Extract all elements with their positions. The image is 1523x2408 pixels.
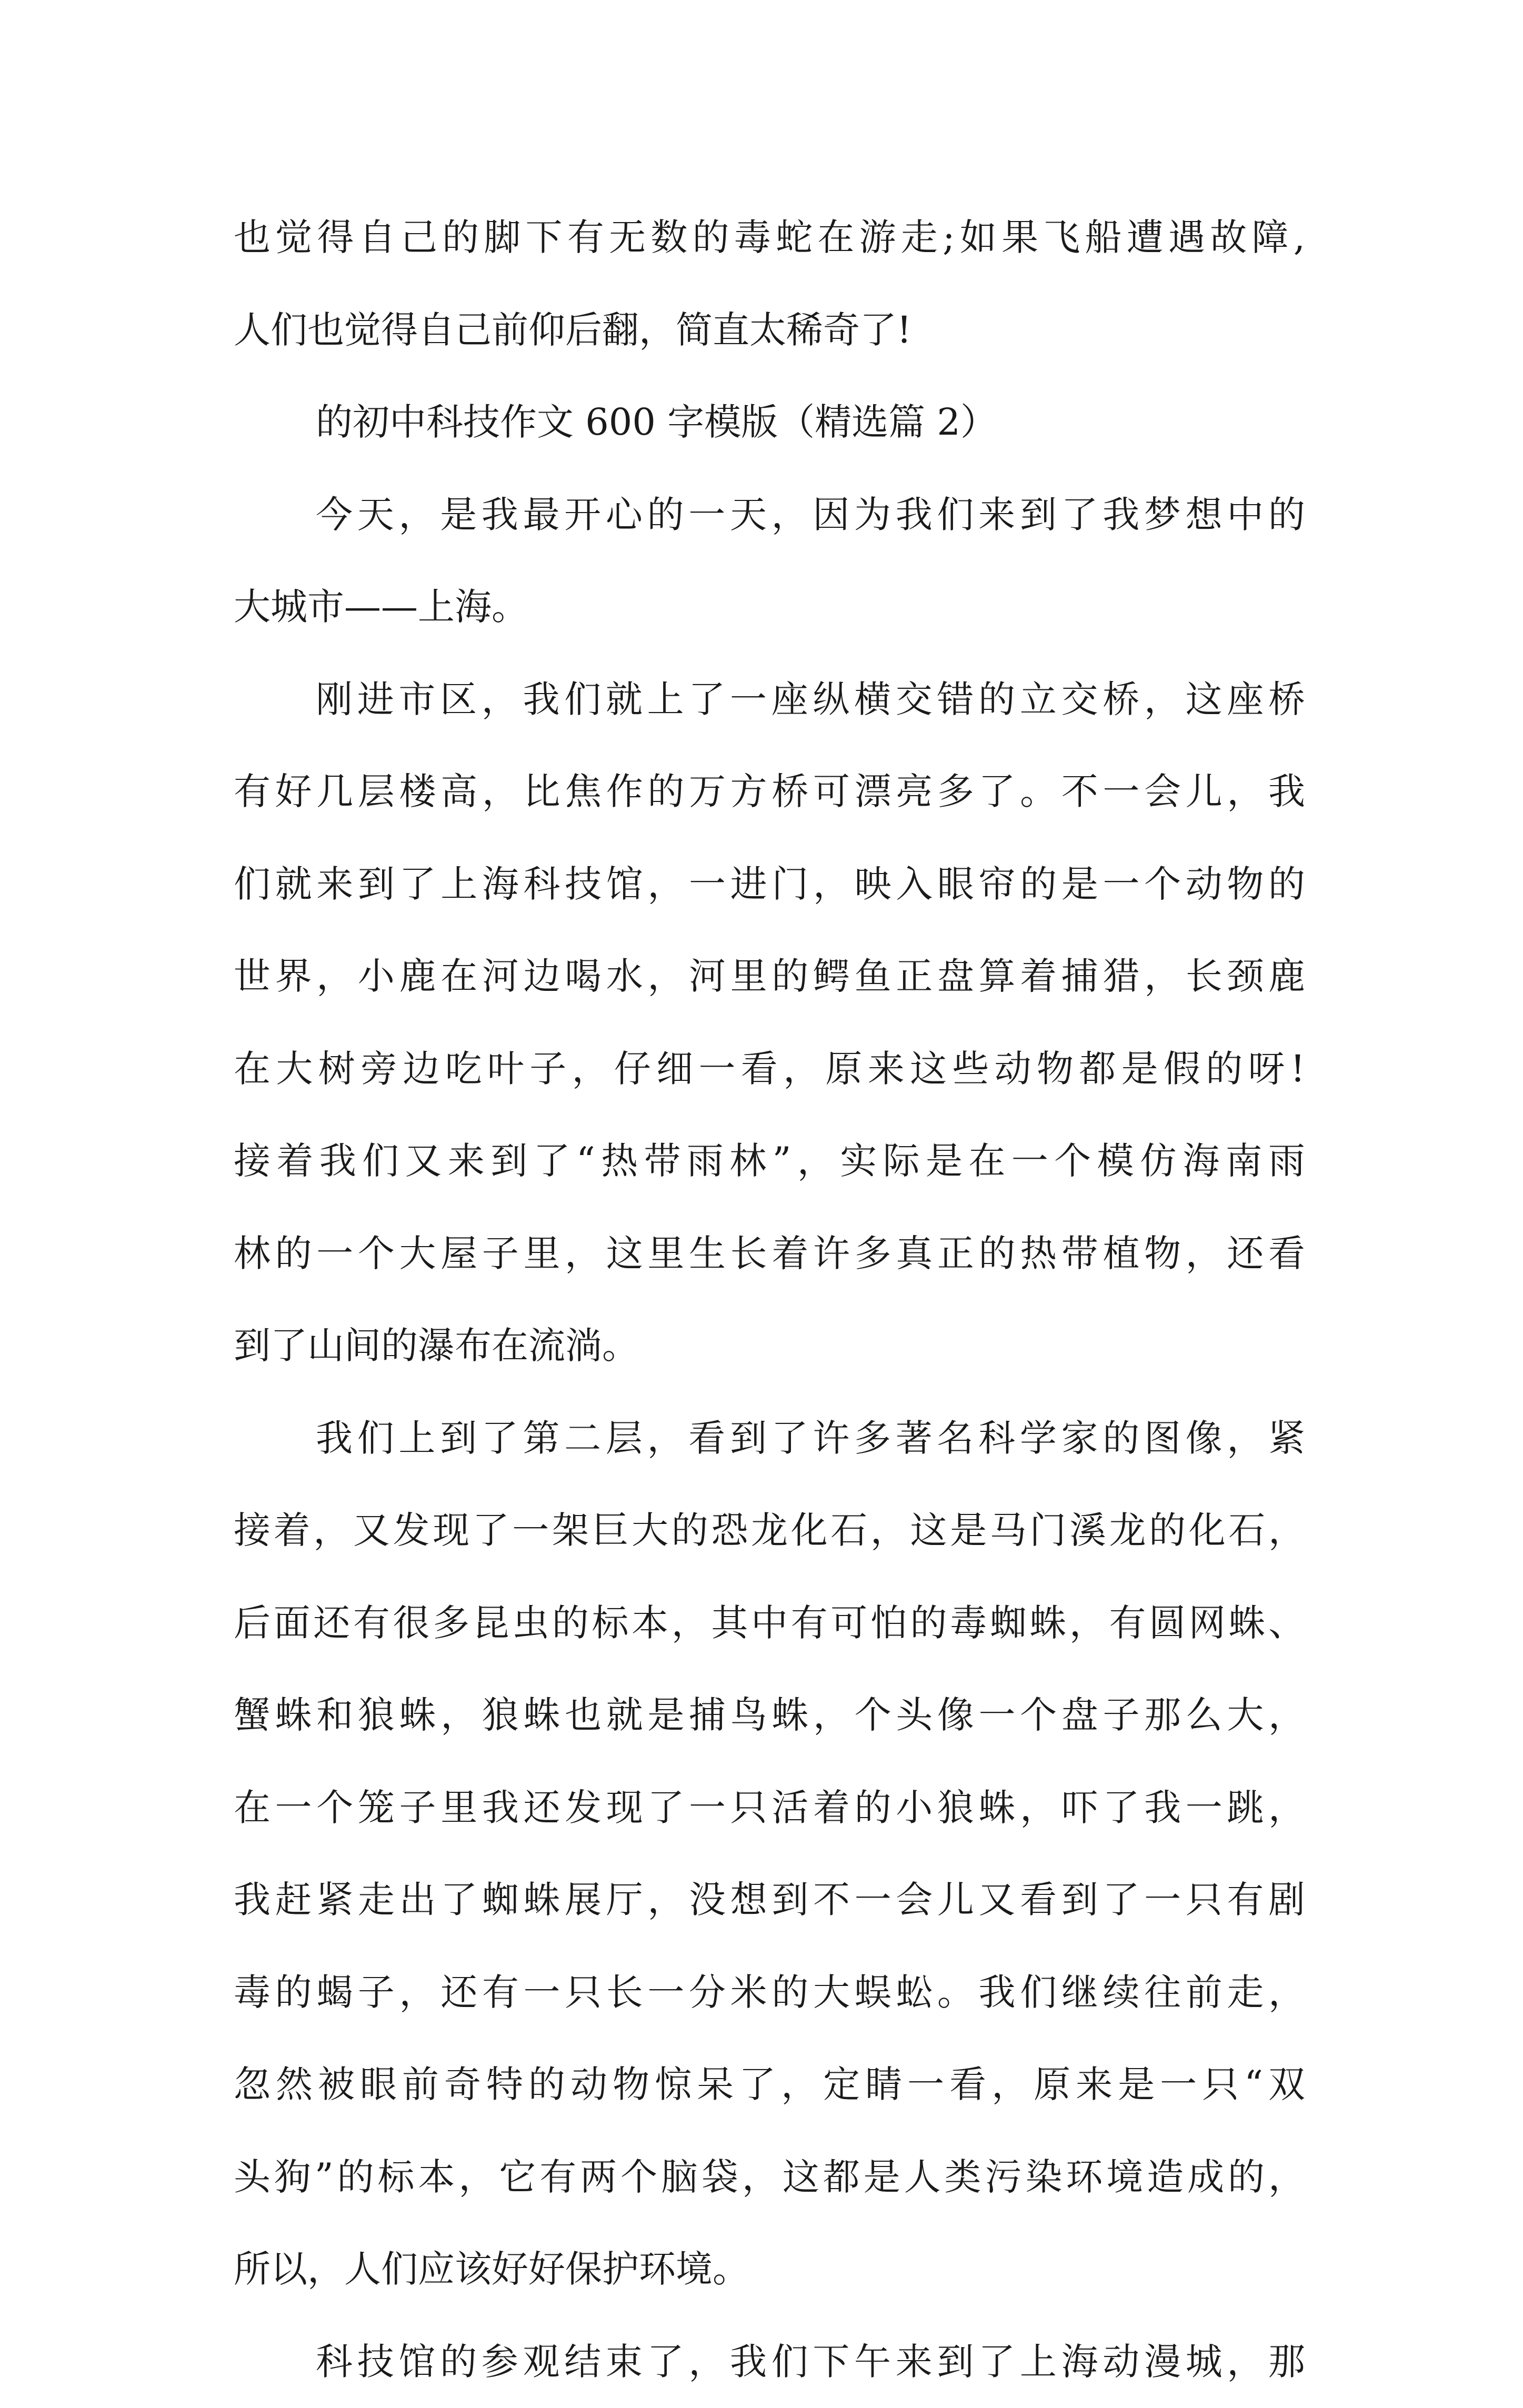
text-line: 蟹蛛和狼蛛，狼蛛也就是捕鸟蛛，个头像一个盘子那么大， bbox=[234, 1669, 1305, 1762]
text-line: 到了山间的瀑布在流淌。 bbox=[234, 1300, 1305, 1392]
text-line: 我赶紧走出了蜘蛛展厅，没想到不一会儿又看到了一只有剧 bbox=[234, 1854, 1305, 1947]
text-line: 们就来到了上海科技馆，一进门，映入眼帘的是一个动物的 bbox=[234, 838, 1305, 931]
text-line: 在一个笼子里我还发现了一只活着的小狼蛛，吓了我一跳， bbox=[234, 1762, 1305, 1854]
text-line: 头狗”的标本，它有两个脑袋，这都是人类污染环境造成的， bbox=[234, 2131, 1305, 2224]
text-line: 大城市——上海。 bbox=[234, 561, 1305, 654]
text-line: 后面还有很多昆虫的标本，其中有可怕的毒蜘蛛，有圆网蛛、 bbox=[234, 1577, 1305, 1670]
text-line: 人们也觉得自己前仰后翻，简直太稀奇了! bbox=[234, 284, 1305, 377]
text-line: 忽然被眼前奇特的动物惊呆了，定睛一看，原来是一只“双 bbox=[234, 2039, 1305, 2131]
text-line: 也觉得自己的脚下有无数的毒蛇在游走;如果飞船遭遇故障, bbox=[234, 192, 1305, 284]
text-line: 科技馆的参观结束了，我们下午来到了上海动漫城，那 bbox=[234, 2316, 1305, 2408]
section-heading: 的初中科技作文 600 字模版（精选篇 2） bbox=[234, 376, 1305, 469]
text-line: 有好几层楼高，比焦作的万方桥可漂亮多了。不一会儿，我 bbox=[234, 746, 1305, 838]
text-line: 今天，是我最开心的一天，因为我们来到了我梦想中的 bbox=[234, 469, 1305, 561]
text-line: 在大树旁边吃叶子，仔细一看，原来这些动物都是假的呀! bbox=[234, 1023, 1305, 1116]
text-line: 林的一个大屋子里，这里生长着许多真正的热带植物，还看 bbox=[234, 1208, 1305, 1300]
text-line: 接着我们又来到了“热带雨林”，实际是在一个模仿海南雨 bbox=[234, 1115, 1305, 1208]
text-line: 毒的蝎子，还有一只长一分米的大蜈蚣。我们继续往前走， bbox=[234, 1947, 1305, 2039]
body-text bbox=[234, 192, 1305, 2408]
text-line: 所以，人们应该好好保护环境。 bbox=[234, 2223, 1305, 2316]
text-line: 世界，小鹿在河边喝水，河里的鳄鱼正盘算着捕猎，长颈鹿 bbox=[234, 930, 1305, 1023]
text-line: 刚进市区，我们就上了一座纵横交错的立交桥，这座桥 bbox=[234, 654, 1305, 746]
text-line: 接着，又发现了一架巨大的恐龙化石，这是马门溪龙的化石， bbox=[234, 1484, 1305, 1577]
text-line: 我们上到了第二层，看到了许多著名科学家的图像，紧 bbox=[234, 1392, 1305, 1485]
